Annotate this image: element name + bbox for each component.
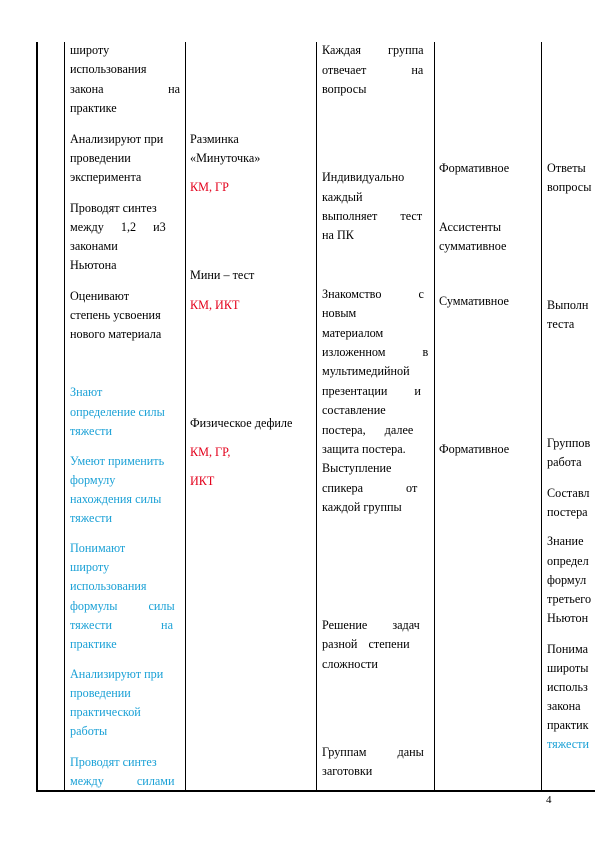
outcome-line: Понимают — [70, 541, 126, 555]
outcome-line: Умеют применить — [70, 454, 165, 468]
table-divider-5 — [541, 42, 542, 791]
outcome-line: Проводят синтез — [70, 755, 157, 769]
evidence-line: теста — [547, 317, 575, 331]
activity-line: вопросы — [322, 82, 367, 96]
evidence-line: постера — [547, 505, 588, 519]
outcome-line: степень усвоения — [70, 308, 161, 322]
outcome-line: тяжести — [70, 511, 113, 525]
evidence-line: определ — [547, 554, 589, 568]
outcome-line: проведении — [70, 151, 131, 165]
activity-line: заготовки — [322, 764, 373, 778]
outcome-line: работы — [70, 724, 108, 738]
activity-line: спикера от — [322, 481, 418, 495]
method-code: ИКТ — [190, 474, 215, 488]
evidence-line: практик — [547, 718, 589, 732]
activity-line: Решение задач — [322, 618, 420, 632]
activity-line: мультимедийной — [322, 364, 410, 378]
outcome-line: Оценивают — [70, 289, 130, 303]
outcome-line: Анализируют при — [70, 667, 164, 681]
table-border-left — [36, 42, 38, 791]
evidence-line: использ — [547, 680, 588, 694]
table-divider-4 — [434, 42, 435, 791]
evidence-line: широты — [547, 661, 589, 675]
outcome-line: формулу — [70, 473, 116, 487]
evidence-line: Составл — [547, 486, 590, 500]
method-code: КМ, ГР, — [190, 445, 231, 459]
method-code: КМ, ГР — [190, 180, 229, 194]
activity-line: постера, далее — [322, 423, 414, 437]
activity-line: Индивидуально — [322, 170, 405, 184]
evidence-line: работа — [547, 455, 582, 469]
evidence-line: вопросы — [547, 180, 592, 194]
activity-line: изложенном в — [322, 345, 429, 359]
outcome-line: практике — [70, 637, 117, 651]
outcome-line: практике — [70, 101, 117, 115]
activity-line: каждой группы — [322, 500, 402, 514]
outcome-line: формулы силы — [70, 599, 175, 613]
activity-line: каждый — [322, 190, 363, 204]
activity-line: защита постера. — [322, 442, 406, 456]
table-divider-2 — [185, 42, 186, 791]
evidence-line: Ответы — [547, 161, 586, 175]
assessment-line: Ассистенты — [439, 220, 502, 234]
outcome-line: тяжести — [70, 424, 113, 438]
activity-line: Каждая группа — [322, 43, 424, 57]
activity-line: презентации и — [322, 384, 421, 398]
assessment-line: Суммативное — [439, 294, 509, 308]
method-code: КМ, ИКТ — [190, 298, 240, 312]
activity-line: на ПК — [322, 228, 354, 242]
outcome-line: Знают — [70, 385, 103, 399]
evidence-line: закона — [547, 699, 581, 713]
outcome-line: нахождения силы — [70, 492, 162, 506]
outcome-line: использования — [70, 62, 147, 76]
evidence-line: тяжести — [547, 737, 590, 751]
outcome-line: Анализируют при — [70, 132, 164, 146]
evidence-line: Выполн — [547, 298, 589, 312]
outcome-line: практической — [70, 705, 141, 719]
table-divider-3 — [316, 42, 317, 791]
outcome-line: проведении — [70, 686, 131, 700]
activity-line: отвечает на — [322, 63, 424, 77]
evidence-line: Понима — [547, 642, 588, 656]
activity-line: Выступление — [322, 461, 392, 475]
outcome-line: тяжести на — [70, 618, 173, 632]
outcome-line: законами — [70, 239, 118, 253]
activity-line: новым — [322, 306, 357, 320]
activity-line: выполняет тест — [322, 209, 423, 223]
evidence-line: третьего — [547, 592, 592, 606]
outcome-line: между силами — [70, 774, 175, 788]
outcome-line: Ньютона — [70, 258, 117, 272]
outcome-line: эксперимента — [70, 170, 142, 184]
activity-line: Знакомство с — [322, 287, 424, 301]
activity-line: составление — [322, 403, 386, 417]
method-line: Физическое дефиле — [190, 416, 293, 430]
assessment-line: Формативное — [439, 161, 510, 175]
outcome-line: широту — [70, 560, 110, 574]
activity-line: разной степени — [322, 637, 410, 651]
evidence-line: Группов — [547, 436, 591, 450]
evidence-line: формул — [547, 573, 587, 587]
activity-line: Группам даны — [322, 745, 424, 759]
method-line: «Минуточка» — [190, 151, 261, 165]
outcome-line: нового материала — [70, 327, 162, 341]
outcome-line: закона на — [70, 82, 180, 96]
page-number: 4 — [546, 794, 552, 806]
activity-line: сложности — [322, 657, 378, 671]
method-line: Мини – тест — [190, 268, 255, 282]
activity-line: материалом — [322, 326, 384, 340]
outcome-line: широту — [70, 43, 110, 57]
outcome-line: Проводят синтез — [70, 201, 157, 215]
evidence-line: Ньютон — [547, 611, 589, 625]
table-divider-1 — [64, 42, 65, 791]
evidence-line: Знание — [547, 534, 584, 548]
assessment-line: Формативное — [439, 442, 510, 456]
outcome-line: между 1,2 и3 — [70, 220, 166, 234]
method-line: Разминка — [190, 132, 239, 146]
outcome-line: определение силы — [70, 405, 165, 419]
assessment-line: суммативное — [439, 239, 507, 253]
outcome-line: использования — [70, 579, 147, 593]
